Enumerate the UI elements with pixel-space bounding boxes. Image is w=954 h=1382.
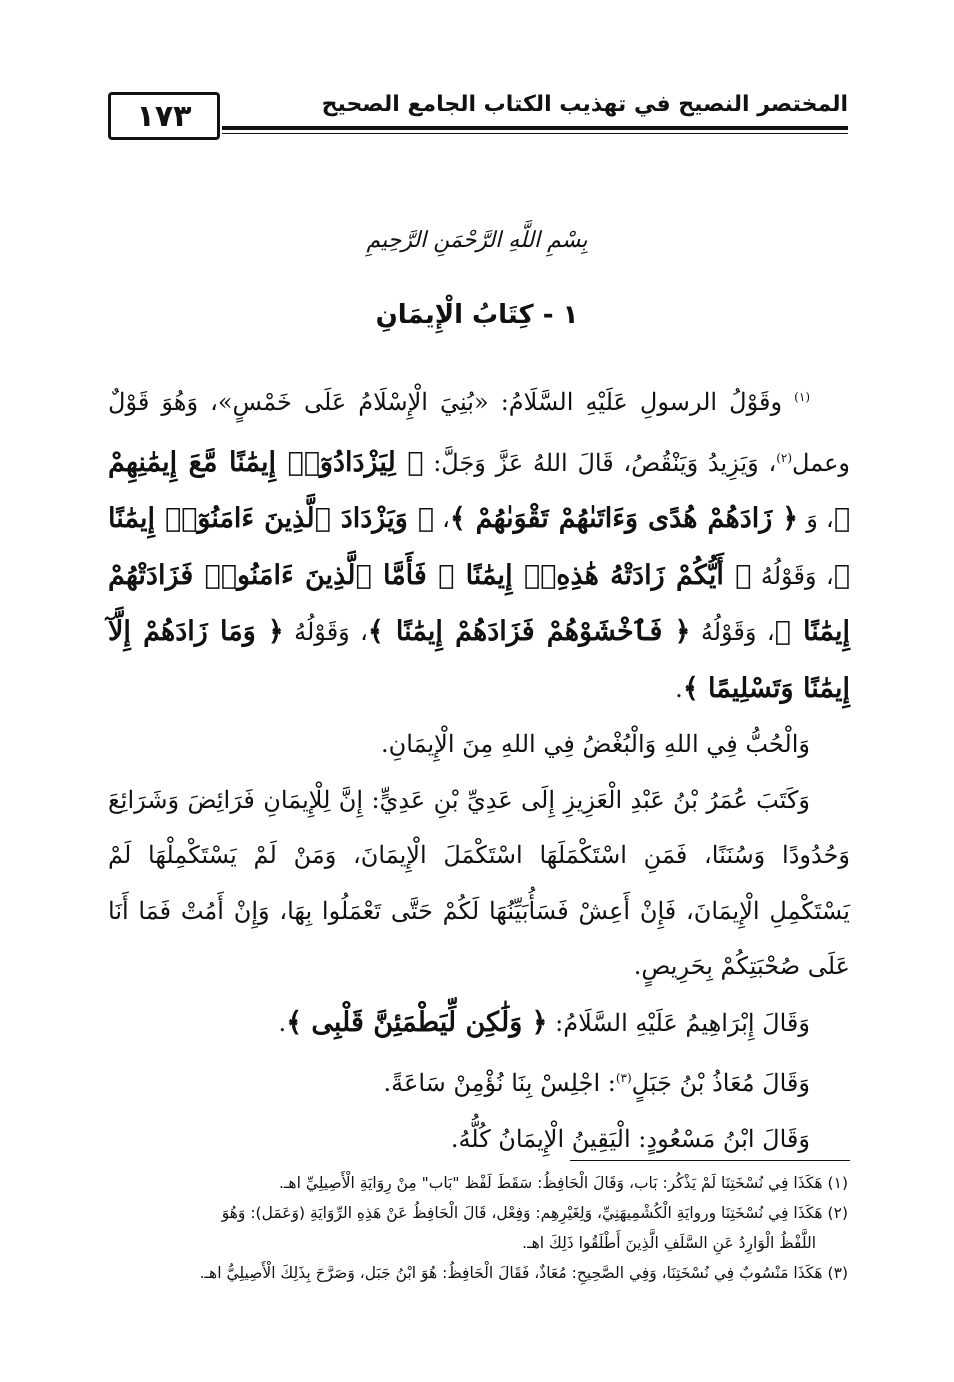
footnote-number: (٣) — [827, 1264, 848, 1282]
chapter-title: ١ - كِتَابُ الْإِيمَانِ — [375, 300, 579, 330]
running-title: المختصر النصيح في تهذيب الكتاب الجامع الصحيح — [321, 92, 848, 117]
footnote — [100, 1168, 848, 1198]
paragraph — [108, 1051, 850, 1112]
footnote-continuation: اللَّفْظُ الْوَارِدُ عَنِ السَّلَفِ الَّذِينَ أَطْلَقُوا ذَلِكَ اهـ. — [522, 1234, 816, 1252]
footnote — [100, 1198, 848, 1228]
footnote-text: هَكَذَا فِي نُسْخَتِنَا وروايَةِ الْكُشْمِيهَنِيِّ، وَلِغَيْرِهِم: وَفِعْل، قَالَ الْحَافِظُ عَنْ هَذِهِ الرِّوَايَةِ (وَعَمَل): وَهُوَ — [221, 1204, 823, 1222]
text-segment: وَقَالَ ابْنُ مَسْعُودٍ: الْيَقِينُ الْإِيمَانُ كُلُّهُ. — [450, 1124, 810, 1153]
text-segment: . — [278, 1008, 287, 1037]
text-segment: وقَوْلُ الرسولِ عَلَيْهِ السَّلَامُ: «بُنِيَ الْإِسْلَامُ عَلَى خَمْسٍ»، وَهُوَ قَوْلٌ وعمل — [108, 388, 850, 477]
basmala: بِسْمِ اللَّهِ الرَّحْمَنِ الرَّحِيمِ — [366, 228, 588, 253]
header-rule — [222, 126, 848, 130]
text-segment: ، وَ — [798, 505, 834, 533]
text-segment: ، وَقَوْلُهُ — [751, 561, 834, 590]
main-text — [108, 370, 850, 1167]
text-segment: وَالْحُبُّ فِي اللهِ وَالْبُغْضُ فِي اللهِ مِنَ الْإِيمَانِ. — [381, 730, 810, 758]
footnote-text: هَكَذَا مَنْسُوبٌ فِي نُسْخَتِنَا، وَفِي الصَّحِيحِ: مُعَاذٌ، فَقَالَ الْحَافِظُ: هُوَ ابْنُ جَبَل، وَصَرَّحَ بِذَلِكَ الْأَصِيلِيُّ اهـ. — [199, 1264, 823, 1282]
text-segment: ، — [433, 505, 450, 533]
footnote-separator — [570, 1160, 850, 1161]
text-segment: وَقَالَ إِبْرَاهِيمُ عَلَيْهِ السَّلَامُ: — [547, 1008, 810, 1037]
footnotes — [100, 1168, 848, 1288]
quran-verse: ﴿ وَمَا زَادَهُمْ إِلَّآ إِيمَٰنًا وَتَسْلِيمًا ﴾ — [108, 616, 850, 704]
text-segment: وَقَالَ مُعَاذُ بْنُ جَبَلٍ — [631, 1069, 810, 1097]
footnote-ref: (٣) — [615, 1071, 632, 1085]
paragraph — [108, 773, 850, 995]
paragraph — [108, 370, 850, 717]
quran-verse: ﴿ وَيَزْدَادَ ٱلَّذِينَ ءَامَنُوٓا۟ إِيمَٰنًا ﴾ — [108, 503, 850, 591]
quran-verse: ﴿ زَادَهُمْ هُدًى وَءَاتَىٰهُمْ تَقْوَىٰهُمْ ﴾ — [449, 503, 799, 534]
quran-verse: ﴿ لِيَزْدَادُوٓا۟ إِيمَٰنًا مَّعَ إِيمَٰنِهِمْ ﴾ — [108, 446, 851, 534]
footnote — [100, 1258, 848, 1288]
footnote-ref: (١) — [794, 390, 810, 404]
footnote-number: (١) — [827, 1174, 848, 1192]
paragraph — [108, 717, 850, 773]
quran-verse: ﴿ فَٱخْشَوْهُمْ فَزَادَهُمْ إِيمَٰنًا ﴾ — [367, 616, 691, 647]
quran-verse: ﴿ وَلَٰكِن لِّيَطْمَئِنَّ قَلْبِى ﴾ — [286, 1006, 548, 1038]
header-rule-thin — [222, 133, 848, 134]
footnote-number: (٢) — [827, 1204, 848, 1222]
text-segment: وَكَتَبَ عُمَرُ بْنُ عَبْدِ الْعَزِيزِ إِلَى عَدِيِّ بْنِ عَدِيٍّ: إِنَّ لِلْإِيمَانِ فَرَائِضَ وَشَرَائِعَ وَحُدُودًا وَسُنَنًا، فَمَنِ اسْتَكْمَلَهَا اسْتَكْمَلَ الْإِيمَانَ، وَمَنْ لَمْ يَسْتَكْمِلْهَا لَمْ يَسْتَكْمِلِ الْإِيمَانَ، فَإِنْ أَعِشْ فَسَأُبَيِّنُهَا لَكُمْ حَتَّى تَعْمَلُوا بِهَا، وَإِنْ أَمُتْ فَمَا أَنَا عَلَى صُحْبَتِكُمْ بِحَرِيصٍ. — [108, 785, 850, 980]
text-segment: ، وَيَزِيدُ وَيَنْقُصُ، قَالَ اللهُ عَزَّ وَجَلَّ: — [423, 448, 777, 477]
paragraph — [108, 995, 850, 1052]
text-segment: ، وَقَوْلُهُ — [283, 618, 368, 646]
footnote-text: هَكَذَا فِي نُسْخَتِنَا لَمْ يَذْكُر: بَاب، وَقَالَ الْحَافِظُ: سَقَطَ لَفْظ "بَاب" مِنْ رِوَايَةِ الْأَصِيلِيِّ اهـ. — [278, 1174, 823, 1192]
text-segment: . — [675, 674, 683, 703]
quran-verse: ﴿ أَيُّكُمْ زَادَتْهُ هَٰذِهِۦٓ إِيمَٰنًا ۚ فَأَمَّا ٱلَّذِينَ ءَامَنُوا۟ فَزَادَتْهُمْ إِيمَٰنًا ﴾ — [108, 559, 850, 647]
footnote-ref: (٢) — [776, 450, 793, 465]
text-segment: ، وَقَوْلُهُ — [690, 618, 775, 646]
page-header — [108, 92, 848, 152]
paragraph — [108, 1112, 850, 1168]
page-number: ١٧٣ — [108, 92, 220, 140]
text-segment: : اجْلِسْ بِنَا نُؤْمِنْ سَاعَةً. — [383, 1069, 616, 1097]
